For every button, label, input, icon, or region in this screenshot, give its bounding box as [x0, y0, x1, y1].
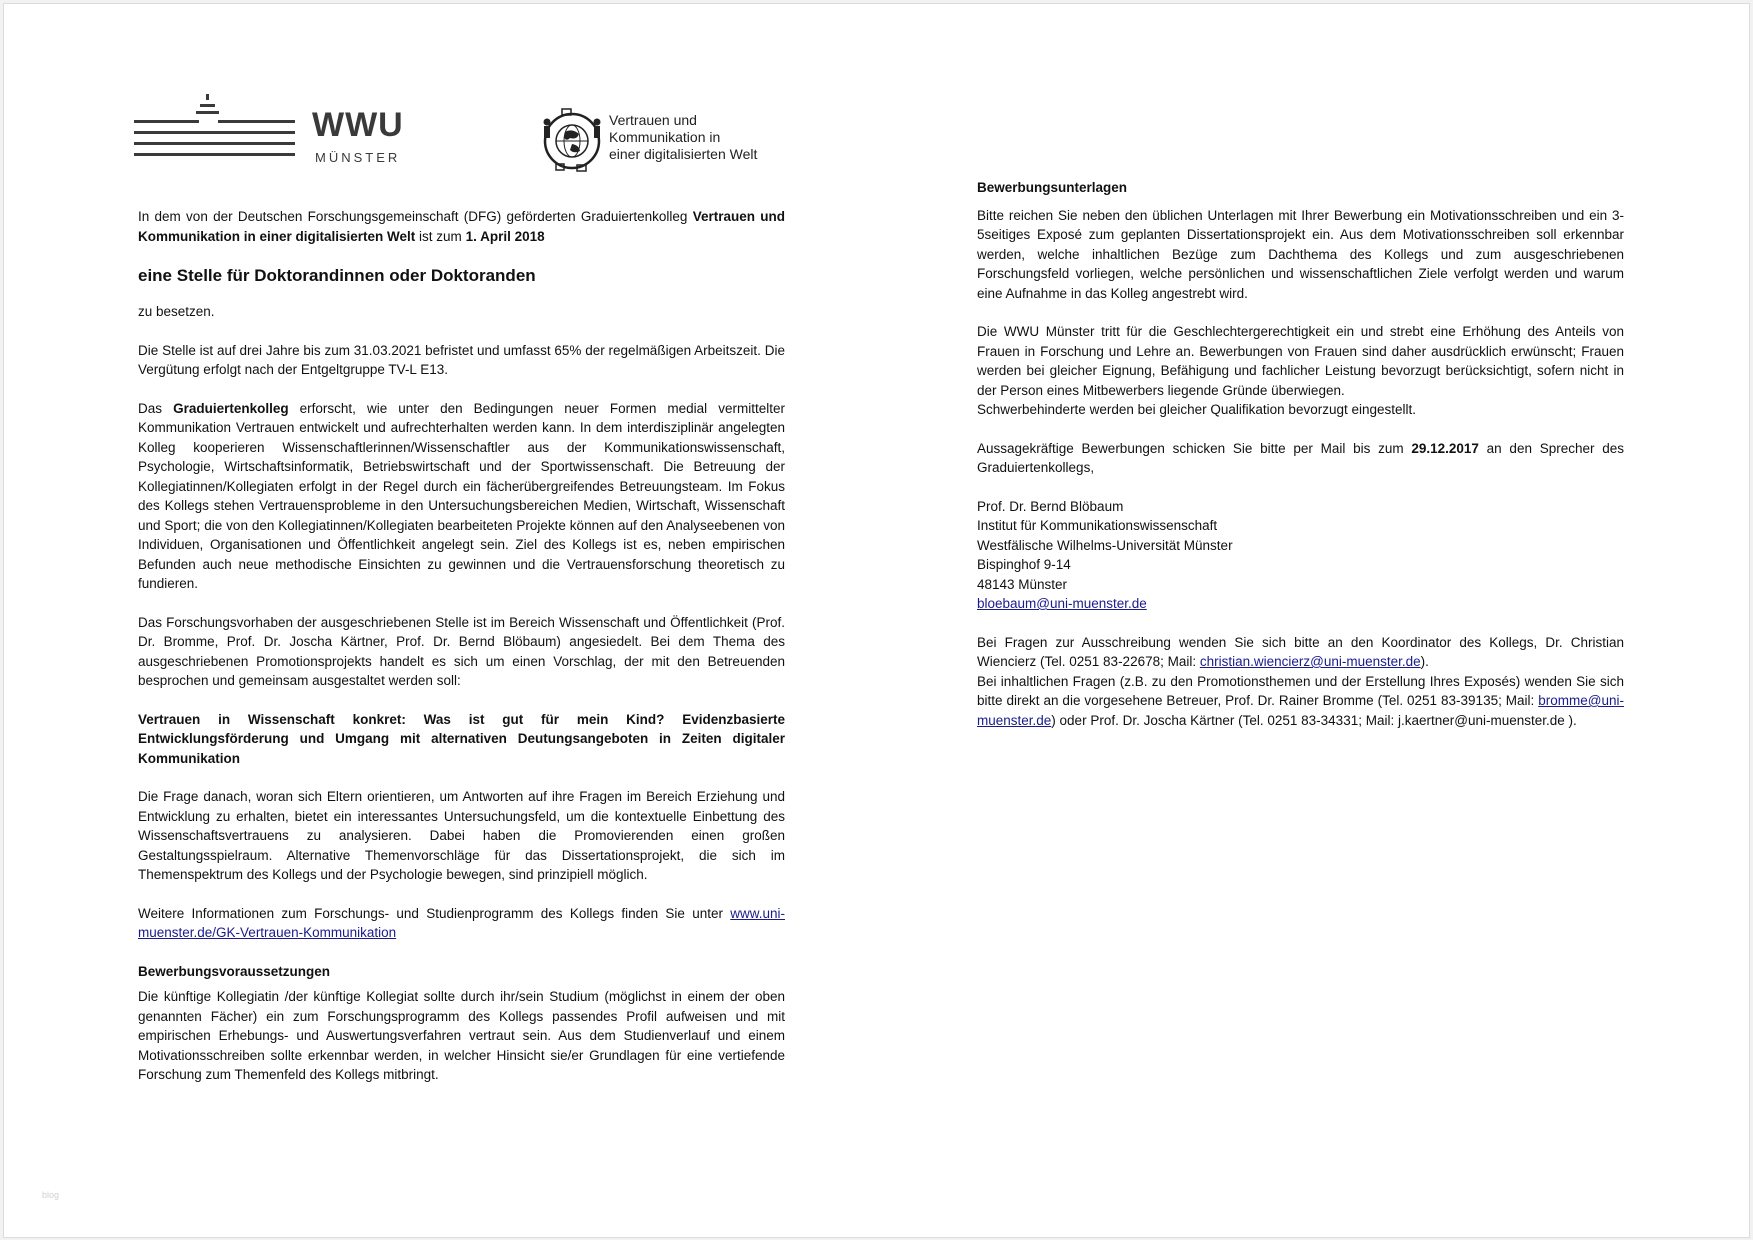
right-column — [977, 178, 1624, 730]
research-project-paragraph: Das Forschungsvorhaben der ausgeschriebenen Stelle ist im Bereich Wissenschaft und Öffentlichkeit (Prof. Dr. Bromme, Prof. Dr. Joscha Kärtner, Prof. Dr. Bernd Blöbaum) angesiedelt. Bei dem Thema des ausgeschriebenen Promotionsprojekts handelt es sich um einen Vorschlag, der mit den Betreuenden besprochen und gemeinsam ausgestaltet werden soll: — [138, 614, 785, 688]
coordinator-questions-paragraph — [977, 633, 1624, 672]
left-column — [138, 207, 785, 1085]
speaker-email-link[interactable]: bloebaum@uni-muenster.de — [977, 596, 1147, 611]
intro-text: ist zum — [415, 228, 466, 244]
paragraph-text: Aussagekräftige Bewerbungen schicken Sie bitte per Mail bis zum — [977, 440, 1412, 456]
watermark: blog — [42, 1190, 60, 1200]
wwu-logo-city: MÜNSTER — [315, 150, 401, 165]
documents-heading: Bewerbungsunterlagen — [977, 180, 1128, 195]
position-heading: eine Stelle für Doktorandinnen oder Doktoranden — [138, 266, 536, 285]
paragraph-text: Bei inhaltlichen Fragen (z.B. zu den Promotionsthemen und der Erstellung Ihres Exposés) wenden Sie sich bitte direkt an die vorgesehene Betreuer, Prof. Dr. Rainer Bromme (Tel. 0251 83-39135; Mail: — [977, 673, 1624, 708]
address-university: Westfälische Wilhelms-Universität Münster — [977, 537, 1233, 553]
start-date: 1. April 2018 — [465, 228, 545, 244]
kolleg-term: Graduiertenkolleg — [173, 400, 289, 416]
address-street: Bispinghof 9-14 — [977, 557, 1071, 572]
paragraph-text: an den Sprecher des Graduiertenkollegs, — [977, 440, 1624, 475]
wwu-logo-letters: WWU — [312, 106, 404, 144]
document-page — [3, 3, 1750, 1238]
globe-network-icon — [539, 108, 605, 174]
research-question-paragraph: Die Frage danach, woran sich Eltern orientieren, um Antworten auf ihre Fragen im Bereich Erziehung und Entwicklung zu erhalten, bietet ein interessantes Untersuchungsfeld, um die kontextuelle Einbettung des Wissenschaftsvertrauens zu analysieren. Dabei haben die Promovierenden einen großen Gestaltungsspielraum. Alternative Themenvorschläge für das Dissertationsprojekt, die sich im Themenspektrum des Kollegs und der Psychologie bewegen, sind prinzipiell möglich. — [138, 789, 785, 882]
address-name: Prof. Dr. Bernd Blöbaum — [977, 498, 1124, 514]
kolleg-description-paragraph — [138, 399, 785, 594]
paragraph-text: Weitere Informationen zum Forschungs- und Studienprogramm des Kollegs finden Sie unter — [138, 905, 731, 921]
requirements-heading: Bewerbungsvoraussetzungen — [138, 963, 331, 979]
gk-logo — [539, 108, 799, 174]
gk-logo-line: einer digitalisierten Welt — [609, 146, 758, 162]
content-questions-paragraph — [977, 672, 1624, 731]
requirements-paragraph: Die künftige Kollegiatin /der künftige Kollegiat sollte durch ihr/sein Studium (möglichst in einem der oben genannten Fächer) ein zum Forschungsprogramm des Kollegs passendes Profil aufweisen und mit empirischen Erhebungs- und Auswertungsverfahren vertraut sein. Aus dem Studienverlauf und einem Motivationsschreiben sollte erkennbar werden, in welcher Hinsicht sie/er Grundlagen für eine vertiefende Forschung zum Themenfeld des Kollegs mitbringt. — [138, 989, 785, 1082]
deadline-date: 29.12.2017 — [1411, 440, 1479, 456]
coordinator-email-link[interactable]: christian.wiencierz@uni-muenster.de — [1199, 654, 1421, 669]
address-institute: Institut für Kommunikationswissenschaft — [977, 518, 1218, 533]
application-deadline-paragraph — [977, 439, 1624, 478]
gk-logo-text — [609, 112, 757, 163]
documents-paragraph: Bitte reichen Sie neben den üblichen Unterlagen mit Ihrer Bewerbung ein Motivationsschreiben und ein 3-5seitiges Exposé zum geplanten Dissertationsprojekt ein. Aus dem Motivationsschreiben soll erkennbar werden, welche inhaltlichen Bezüge zum Dachthema des Kollegs und zum ausgeschriebenen Forschungsfeld vorliegen, welche persönlichen und wissenschaftlichen Ziele verfolgt werden und warum eine Aufnahme in das Kolleg angestrebt wird. — [977, 207, 1624, 301]
wwu-logo — [134, 92, 414, 170]
paragraph-text: Das — [138, 400, 174, 416]
kolleg-name: Vertrauen und Kommunikation in einer digitalisierten Welt — [138, 209, 785, 244]
intro-paragraph — [138, 207, 785, 246]
gk-logo-line: Kommunikation in — [609, 129, 721, 145]
disability-statement: Schwerbehinderte werden bei gleicher Qualifikation bevorzugt eingestellt. — [977, 402, 1417, 417]
equality-paragraph: Die WWU Münster tritt für die Geschlechtergerechtigkeit ein und strebt eine Erhöhung des Anteils von Frauen in Forschung und Lehre an. Bewerbungen von Frauen sind daher ausdrücklich erwünscht; Frauen werden bei gleicher Eignung, Befähigung und fachlicher Leistung bevorzugt berücksichtigt, sofern nicht in der Person eines Mitbewerbers liegende Gründe überwiegen. — [977, 324, 1624, 398]
program-website-link[interactable]: www.uni-muenster.de/GK-Vertrauen-Kommunikation — [138, 905, 785, 940]
contact-address — [977, 497, 1624, 614]
paragraph-text: ) oder Prof. Dr. Joscha Kärtner (Tel. 0251 83-34331; Mail: j.kaertner@uni-muenster.de ). — [1051, 712, 1577, 728]
wwu-logo-graphic — [134, 92, 309, 170]
intro-text: In dem von der Deutschen Forschungsgemeinschaft (DFG) geförderten Graduiertenkolleg — [138, 209, 693, 224]
bromme-email-link[interactable]: bromme@uni-muenster.de — [977, 693, 1624, 728]
gk-logo-line: Vertrauen und — [609, 112, 697, 128]
info-paragraph — [138, 904, 785, 943]
paragraph-text: erforscht, wie unter den Bedingungen neuer Formen medial vermittelter Kommunikation Vertrauen entwickelt und aufrechterhalten werden kann. In dem interdisziplinär angelegten Kolleg kooperieren Wissenschaftlerinnen/Wissenschaftler aus der Kommunikationswissenschaft, Psychologie, Wirtschaftsinformatik, Betriebswirtschaft und der Sportwissenschaft. Die Betreuung der Kollegiatinnen/Kollegiaten erfolgt in der Regel durch ein fächerübergreifendes Betreuungsteam. Im Fokus des Kollegs stehen Vertrauensprobleme in den Untersuchungsbereichen Medien, Wirtschaft, Wissenschaft und Sport; die von den Kollegiatinnen/Kollegiaten bearbeiteten Projekte können auf den Analyseebenen von Individuen, Organisationen und Öffentlichkeit angelegt sein. Ziel des Kollegs ist es, neben empirischen Befunden auch neue methodische Einsichten zu gewinnen und die Vertrauensforschung theoretisch zu fundieren. — [138, 400, 785, 591]
project-title: Vertrauen in Wissenschaft konkret: Was ist gut für mein Kind? Evidenzbasierte Entwicklungsförderung und Umgang mit alternativen Deutungsangeboten in Zeiten digitaler Kommunikation — [138, 711, 785, 766]
address-city: 48143 Münster — [977, 576, 1068, 592]
besetzen-line: zu besetzen. — [138, 304, 215, 319]
paragraph-text: ). — [1420, 654, 1429, 669]
position-terms-paragraph: Die Stelle ist auf drei Jahre bis zum 31.03.2021 befristet und umfasst 65% der regelmäßigen Arbeitszeit. Die Vergütung erfolgt nach der Entgeltgruppe TV-L E13. — [138, 342, 785, 377]
paragraph-text: Bei Fragen zur Ausschreibung wenden Sie sich bitte an den Koordinator des Kollegs, Dr. Christian Wiencierz (Tel. 0251 83-22678; Mail: — [977, 634, 1624, 669]
